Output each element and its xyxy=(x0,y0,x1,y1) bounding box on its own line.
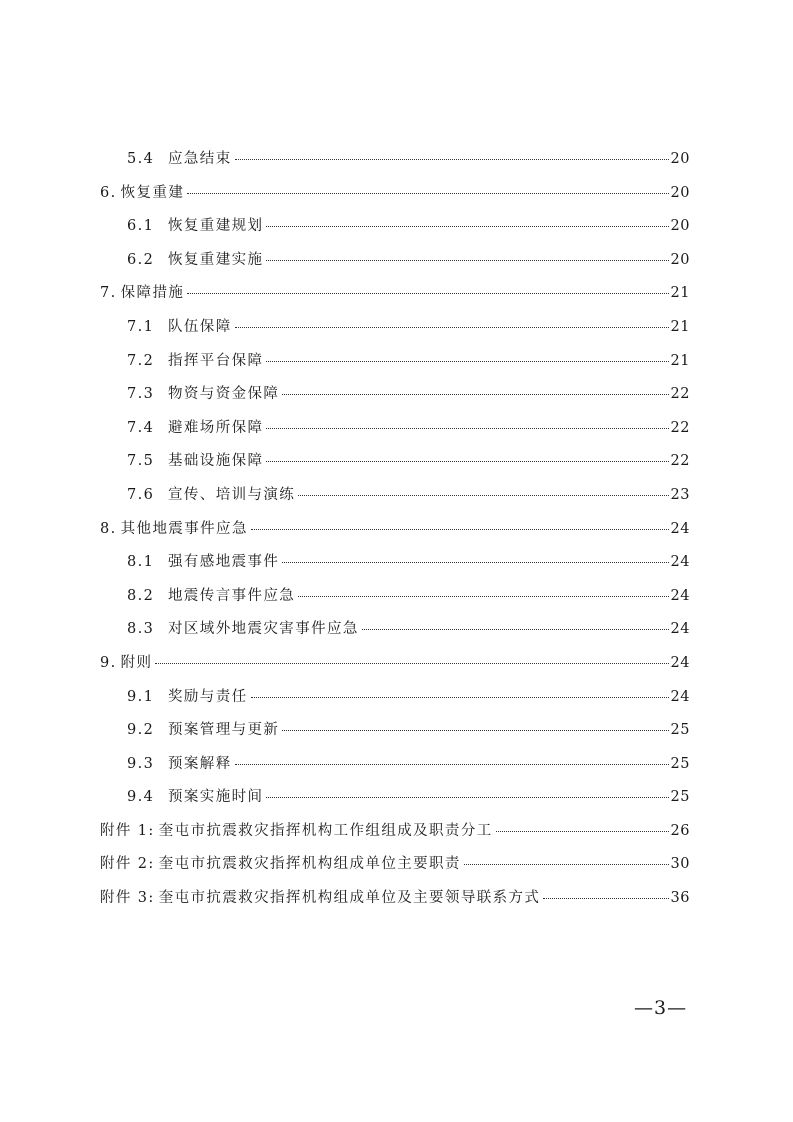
toc-entry-number: 7.5 xyxy=(127,453,155,470)
toc-entry-page: 30 xyxy=(670,856,690,873)
toc-entry xyxy=(100,651,690,685)
toc-entry-page: 24 xyxy=(670,621,690,638)
toc-entry-page: 21 xyxy=(670,285,690,302)
dot-leader xyxy=(282,730,668,731)
toc-entry xyxy=(100,517,690,551)
toc-entry-number: 7.2 xyxy=(127,352,155,369)
toc-entry-title: 奖励与责任 xyxy=(168,688,248,705)
toc-entry xyxy=(100,147,690,181)
toc-entry xyxy=(100,550,690,584)
toc-entry xyxy=(100,382,690,416)
toc-entry-title: 队伍保障 xyxy=(168,318,232,335)
toc-entry-page: 36 xyxy=(670,890,690,907)
toc-entry-title: 奎屯市抗震救灾指挥机构组成单位主要职责 xyxy=(158,856,461,873)
toc-entry-number: 9.1 xyxy=(127,688,155,705)
toc-entry xyxy=(100,483,690,517)
dot-leader xyxy=(251,697,669,698)
toc-entry-number: 附件 1: xyxy=(100,822,155,839)
toc-entry-number: 7.4 xyxy=(127,419,155,436)
toc-entry-title: 附则 xyxy=(120,654,153,671)
toc-entry-page: 20 xyxy=(670,184,690,201)
toc-entry xyxy=(100,685,690,719)
toc-entry xyxy=(100,584,690,618)
dot-leader xyxy=(298,495,668,496)
toc-entry-page: 24 xyxy=(670,688,690,705)
toc-entry-number: 7.6 xyxy=(127,486,155,503)
dot-leader xyxy=(266,428,668,429)
toc-entry-page: 25 xyxy=(670,789,690,806)
toc-entry-page: 24 xyxy=(670,654,690,671)
toc-entry-title: 奎屯市抗震救灾指挥机构工作组组成及职责分工 xyxy=(158,822,493,839)
table-of-contents xyxy=(100,147,690,920)
toc-entry-page: 20 xyxy=(670,218,690,235)
toc-entry-title: 地震传言事件应急 xyxy=(168,587,296,604)
toc-entry-title: 应急结束 xyxy=(168,151,232,167)
dot-leader xyxy=(266,461,668,462)
dot-leader xyxy=(155,663,668,664)
toc-entry-number: 9.3 xyxy=(127,755,155,772)
toc-entry-page: 22 xyxy=(670,453,690,470)
toc-entry-title: 指挥平台保障 xyxy=(168,352,264,369)
toc-entry-page: 25 xyxy=(670,722,690,739)
toc-entry xyxy=(100,617,690,651)
toc-entry xyxy=(100,416,690,450)
dot-leader xyxy=(266,226,668,227)
toc-entry-title: 预案实施时间 xyxy=(168,789,264,806)
toc-entry xyxy=(100,449,690,483)
toc-entry-title: 恢复重建规划 xyxy=(168,218,264,235)
toc-entry-title: 对区域外地震灾害事件应急 xyxy=(168,621,359,638)
toc-entry xyxy=(100,752,690,786)
dot-leader xyxy=(251,529,669,530)
toc-entry-page: 21 xyxy=(670,318,690,335)
page-number: —3— xyxy=(634,997,688,1019)
toc-entry-page: 23 xyxy=(670,486,690,503)
toc-entry xyxy=(100,886,690,920)
toc-entry-number: 8.3 xyxy=(127,621,155,638)
toc-entry-page: 21 xyxy=(670,352,690,369)
toc-entry-number: 7.3 xyxy=(127,386,155,403)
toc-entry-number: 6. xyxy=(100,184,117,201)
toc-entry-number: 9. xyxy=(100,654,117,671)
toc-entry xyxy=(100,349,690,383)
toc-entry-page: 25 xyxy=(670,755,690,772)
toc-entry xyxy=(100,248,690,282)
toc-entry-title: 恢复重建实施 xyxy=(168,251,264,268)
toc-entry xyxy=(100,785,690,819)
toc-entry xyxy=(100,852,690,886)
toc-entry-page: 24 xyxy=(670,587,690,604)
toc-entry-title: 宣传、培训与演练 xyxy=(168,486,296,503)
dot-leader xyxy=(187,193,668,194)
toc-entry-page: 20 xyxy=(670,251,690,268)
toc-entry xyxy=(100,281,690,315)
toc-entry-page: 22 xyxy=(670,419,690,436)
toc-entry xyxy=(100,315,690,349)
toc-entry-title: 物资与资金保障 xyxy=(168,386,280,403)
toc-entry-page: 24 xyxy=(670,554,690,571)
dot-leader xyxy=(282,562,668,563)
toc-entry-title: 避难场所保障 xyxy=(168,419,264,436)
dot-leader xyxy=(187,293,668,294)
dot-leader xyxy=(362,629,669,630)
toc-entry-number: 8. xyxy=(100,520,117,537)
toc-entry-page: 26 xyxy=(670,822,690,839)
toc-entry xyxy=(100,819,690,853)
toc-entry-number: 9.2 xyxy=(127,722,155,739)
toc-entry-title: 其他地震事件应急 xyxy=(120,520,248,537)
dot-leader xyxy=(235,159,669,160)
toc-entry-page: 20 xyxy=(670,151,690,167)
toc-entry xyxy=(100,214,690,248)
toc-entry-number: 8.2 xyxy=(127,587,155,604)
toc-entry-number: 6.1 xyxy=(127,218,155,235)
dot-leader xyxy=(496,831,669,832)
toc-entry-title: 恢复重建 xyxy=(120,184,185,201)
toc-entry-page: 24 xyxy=(670,520,690,537)
toc-entry-title: 预案解释 xyxy=(168,755,232,772)
toc-entry xyxy=(100,181,690,215)
toc-entry-number: 7.1 xyxy=(127,318,155,335)
toc-entry-number: 附件 3: xyxy=(100,890,155,907)
dot-leader xyxy=(266,361,668,362)
toc-entry-number: 附件 2: xyxy=(100,856,155,873)
dot-leader xyxy=(298,596,668,597)
dot-leader xyxy=(235,764,669,765)
dot-leader xyxy=(235,327,669,328)
dot-leader xyxy=(282,394,668,395)
toc-entry-title: 预案管理与更新 xyxy=(168,722,280,739)
toc-entry xyxy=(100,718,690,752)
dot-leader xyxy=(543,898,668,899)
toc-entry-title: 强有感地震事件 xyxy=(168,554,280,571)
toc-entry-page: 22 xyxy=(670,386,690,403)
toc-entry-number: 8.1 xyxy=(127,554,155,571)
toc-entry-number: 9.4 xyxy=(127,789,155,806)
toc-entry-title: 奎屯市抗震救灾指挥机构组成单位及主要领导联系方式 xyxy=(158,890,541,907)
dot-leader xyxy=(266,260,668,261)
toc-entry-number: 5.4 xyxy=(127,151,155,167)
dot-leader xyxy=(266,797,668,798)
toc-entry-title: 基础设施保障 xyxy=(168,453,264,470)
toc-entry-title: 保障措施 xyxy=(120,285,185,302)
toc-entry-number: 6.2 xyxy=(127,251,155,268)
toc-entry-number: 7. xyxy=(100,285,117,302)
dot-leader xyxy=(464,864,669,865)
